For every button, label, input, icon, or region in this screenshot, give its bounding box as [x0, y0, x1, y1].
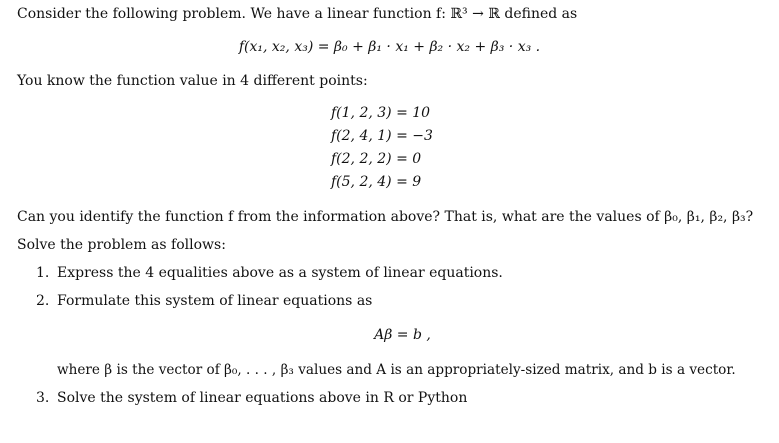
solve-intro-text: Solve the problem as follows:: [17, 237, 226, 253]
step-text: Formulate this system of linear equations as: [57, 293, 373, 309]
step-text: Express the 4 equalities above as a system of linear equations.: [57, 265, 503, 281]
point-equation: f(2, 2, 2) = 0: [331, 151, 422, 167]
step-number: 2.: [36, 293, 50, 309]
point-equation: f(2, 4, 1) = −3: [331, 128, 433, 144]
step-number: 1.: [36, 265, 50, 281]
step-number: 3.: [36, 390, 50, 406]
points-list: [331, 104, 433, 196]
function-definition: f(x₁, x₂, x₃) = β₀ + β₁ · x₁ + β₂ · x₂ + β₃ · x₃ .: [238, 39, 541, 55]
intro-text: Consider the following problem. We have a linear function f: ℝ³ → ℝ defined as: [17, 6, 578, 22]
known-points-text: You know the function value in 4 different points:: [17, 73, 368, 89]
step-text: Solve the system of linear equations above in R or Python: [57, 390, 468, 406]
matrix-equation: Aβ = b ,: [374, 327, 431, 343]
point-equation: f(1, 2, 3) = 10: [331, 105, 431, 121]
question-text: Can you identify the function f from the information above? That is, what are the values of β₀, β₁, β₂, β₃?: [17, 209, 754, 225]
point-equation: f(5, 2, 4) = 9: [331, 174, 422, 190]
where-text: where β is the vector of β₀, . . . , β₃ values and A is an appropriately-sized matrix, and b is a vector.: [57, 362, 736, 378]
